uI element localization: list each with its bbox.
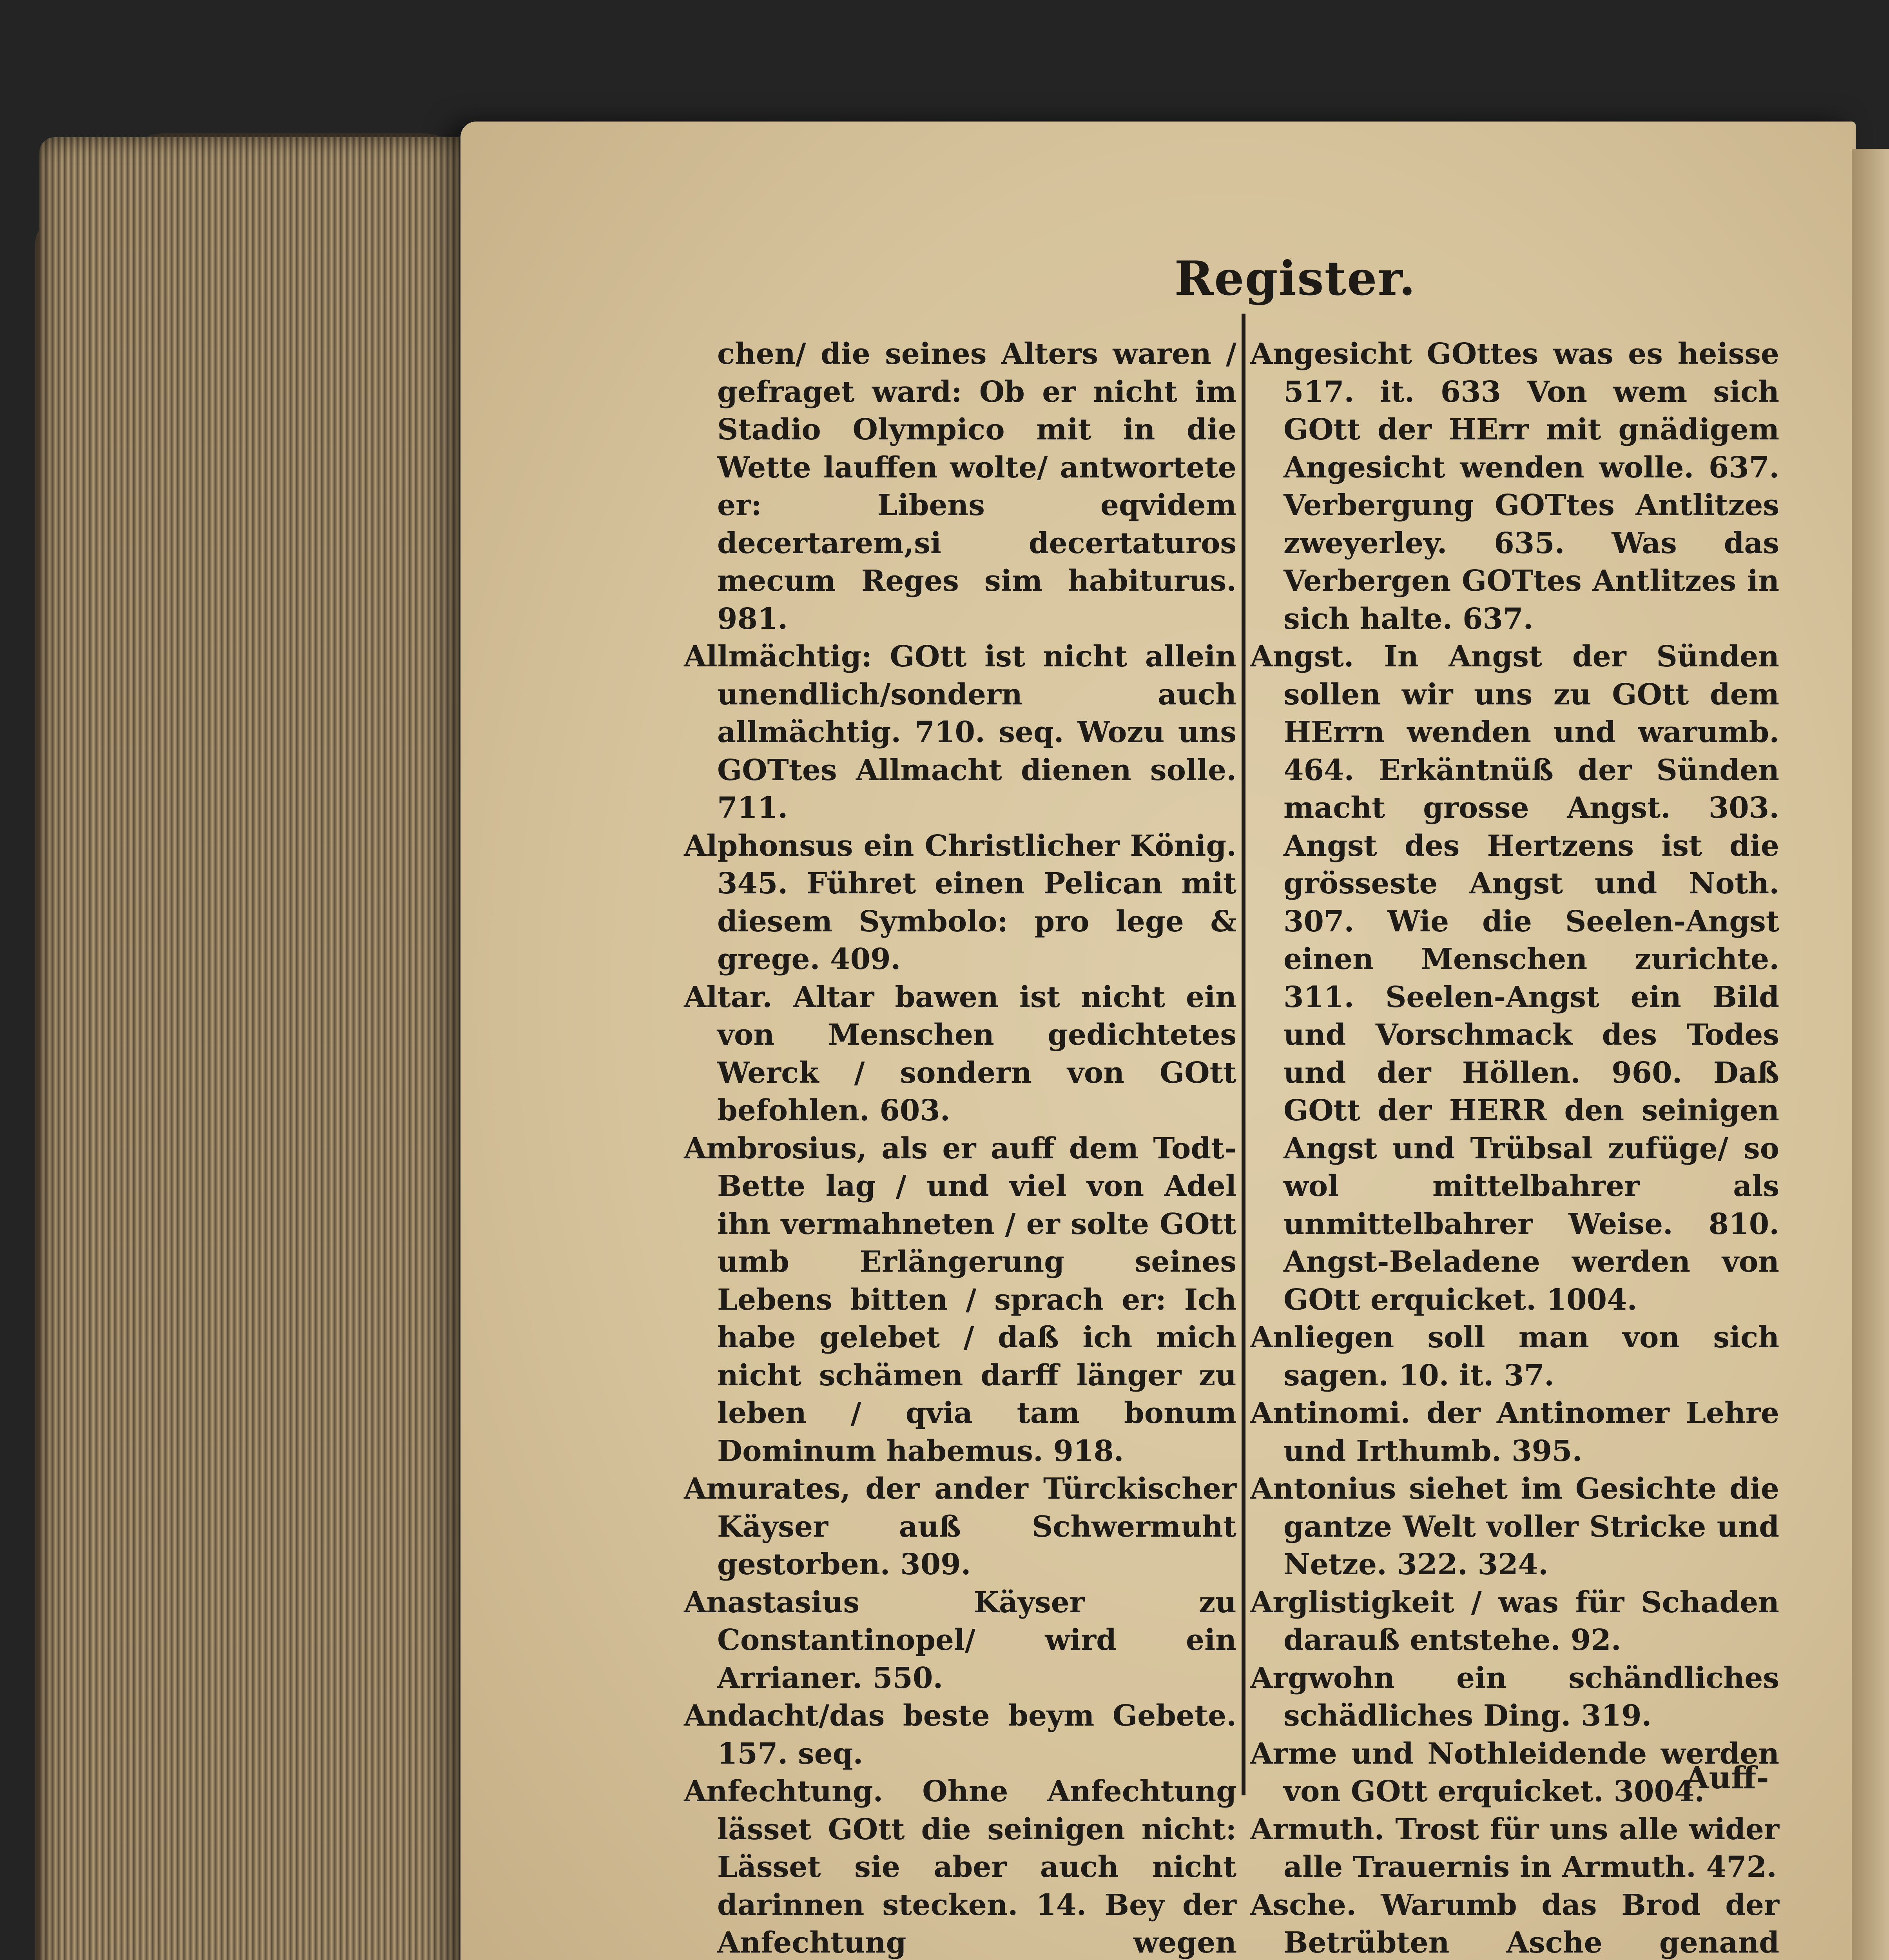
page-header [460, 251, 1856, 306]
index-entry: Argwohn ein schändliches schädliches Ding. 319. [1250, 1661, 1779, 1733]
page-edges [39, 137, 490, 1960]
index-entry: Altar. Altar bawen ist nicht ein von Menschen gedichtetes Werck / sondern von GOtt befohlen. 603. [684, 980, 1236, 1127]
index-entry: Ambrosius, als er auff dem Todt-Bette lag / und viel von Adel ihn vermahneten / er solte GOtt umb Erlängerung seines Lebens bitten / sprach er: Ich habe gelebet / daß ich mich nicht schämen darff länger zu leben / qvia tam bonum Dominum habemus. 918. [684, 1131, 1236, 1468]
column-divider [1242, 314, 1245, 1795]
index-entry: Angst. In Angst der Sünden sollen wir uns zu GOtt dem HErrn wenden und warumb. 464. Erkäntnüß der Sünden macht grosse Angst. 303. Angst des Hertzens ist die grösseste Angst und Noth. 307. Wie die Seelen-Angst einen Menschen zurichte. 311. Seelen-Angst ein Bild und Vorschmack des Todes und der Höllen. 960. Daß GOtt der HERR den seinigen Angst und Trübsal zufüge/ so wol mittelbahrer als unmittelbahrer Weise. 810. Angst-Beladene werden von GOtt erquicket. 1004. [1250, 640, 1779, 1317]
index-entry: Anfechtung. Ohne Anfechtung lässet GOtt die seinigen nicht: Lässet sie aber auch nicht darinnen stecken. 14. Bey der Anfechtung wegen [684, 1775, 1236, 1960]
next-page-edge [1852, 149, 1889, 1960]
index-entry: Antinomi. der Antinomer Lehre und Irthumb. 395. [1250, 1396, 1779, 1468]
index-entry: Anastasius Käyser zu Constantinopel/ wird ein Arrianer. 550. [684, 1585, 1236, 1695]
index-entry: Angesicht GOttes was es heisse 517. it. 633 Von wem sich GOtt der HErr mit gnädigem Angesicht wenden wolle. 637. Verbergung GOTtes Antlitzes zweyerley. 635. Was das Verbergen GOTtes Antlitzes in sich halte. 637. [1250, 337, 1779, 636]
index-entry: Andacht/das beste beym Gebete. 157. seq. [684, 1699, 1236, 1771]
index-entry: chen/ die seines Alters waren / gefraget ward: Ob er nicht im Stadio Olympico mit in die Wette lauffen wolte/ antwortete er: Libens eqvidem decertarem,si decertaturos mecum Reges sim habiturus. 981. [717, 337, 1236, 636]
left-column [684, 335, 1236, 1960]
page-title: Register. [1174, 251, 1416, 306]
index-entry: Arme und Nothleidende werden von GOtt erquicket. 3004. [1250, 1737, 1779, 1808]
index-entry: Allmächtig: GOtt ist nicht allein unendlich/sondern auch allmächtig. 710. seq. Wozu uns GOTtes Allmacht dienen solle. 711. [684, 640, 1236, 825]
index-entry: Alphonsus ein Christlicher König. 345. Führet einen Pelican mit diesem Symbolo: pro lege & grege. 409. [684, 829, 1236, 976]
index-entry: Amurates, der ander Türckischer Käyser auß Schwermuht gestorben. 309. [684, 1472, 1236, 1581]
index-entry: Asche. Warumb das Brod der Betrübten Asche genand [1250, 1888, 1779, 1960]
catchword: Auff- [1685, 1760, 1769, 1796]
index-entry: Armuth. Trost für uns alle wider alle Trauernis in Armuth. 472. [1250, 1812, 1779, 1884]
right-column [1250, 335, 1779, 1960]
index-entry: Arglistigkeit / was für Schaden darauß entstehe. 92. [1250, 1585, 1779, 1657]
index-entry: Antonius siehet im Gesichte die gantze Welt voller Stricke und Netze. 322. 324. [1250, 1472, 1779, 1581]
index-entry: Anliegen soll man von sich sagen. 10. it. 37. [1250, 1321, 1779, 1392]
